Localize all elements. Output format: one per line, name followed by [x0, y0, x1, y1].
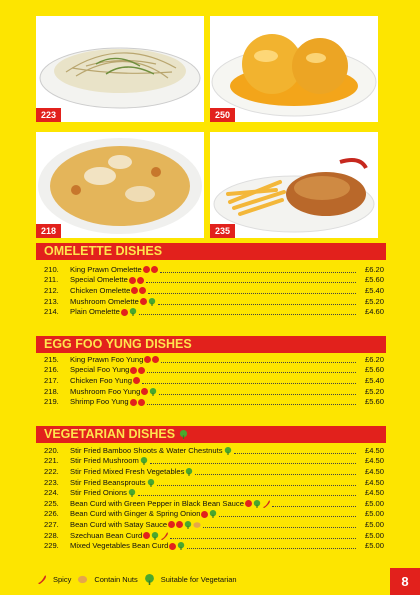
menu-item-row: [44, 456, 384, 467]
chili-icon: [262, 500, 270, 508]
item-name: Mixed Vegetables Bean Curd: [70, 541, 169, 551]
photo-tag: 235: [210, 224, 235, 238]
dot-leader: [161, 356, 356, 363]
dot-leader: [219, 510, 356, 517]
tree-icon: [149, 388, 157, 396]
item-name: Shrimp Foo Yung: [70, 397, 129, 407]
tree-icon: [224, 447, 232, 455]
omelette-image: [36, 132, 204, 238]
vegetarian-list: [44, 445, 384, 551]
spicy-badge-icon: [152, 356, 159, 363]
item-price: £4.50: [364, 477, 384, 487]
item-number: 212.: [44, 285, 59, 295]
spicy-badge-icon: [139, 287, 146, 294]
item-price: £5.00: [364, 509, 384, 519]
item-price: £5.60: [364, 397, 384, 407]
photo-tag: 218: [36, 224, 61, 238]
section-header-vegetarian: [36, 426, 386, 443]
item-number: 210.: [44, 264, 59, 274]
item-name: Mushroom Foo Yung: [70, 386, 141, 396]
spicy-badge-icon: [140, 298, 147, 305]
tree-icon: [151, 532, 159, 540]
legend-vegetarian: Suitable for Vegetarian: [160, 575, 237, 584]
chicken-chips-image: [210, 132, 378, 238]
item-icons: [146, 478, 155, 487]
dot-leader: [187, 542, 356, 549]
page-number: 8: [390, 568, 420, 595]
item-icons: [168, 541, 185, 550]
dot-leader: [142, 377, 356, 384]
item-icons: [184, 467, 193, 476]
item-name: King Prawn Foo Yung: [70, 354, 144, 364]
item-icons: [139, 297, 156, 306]
item-icons: [142, 265, 158, 274]
menu-item-row: [44, 477, 384, 488]
menu-item-row: [44, 509, 384, 520]
menu-item-row: [44, 519, 384, 530]
legend-spicy: Spicy: [53, 575, 72, 584]
item-price: £5.40: [364, 375, 384, 385]
item-icons: [129, 365, 145, 374]
dot-leader: [139, 308, 356, 315]
item-icons: [129, 397, 145, 406]
spicy-badge-icon: [201, 511, 208, 518]
menu-item-row: [44, 275, 384, 286]
dot-leader: [160, 266, 356, 273]
item-number: 213.: [44, 296, 59, 306]
item-price: £5.00: [364, 530, 384, 540]
tree-icon: [129, 308, 137, 316]
item-price: £5.00: [364, 541, 384, 551]
item-name: Chicken Omelette: [70, 285, 131, 295]
item-price: £6.20: [364, 354, 384, 364]
menu-item-row: [44, 365, 384, 376]
item-number: 214.: [44, 307, 59, 317]
spicy-badge-icon: [130, 399, 137, 406]
menu-item-row: [44, 354, 384, 365]
item-number: 224.: [44, 488, 59, 498]
item-price: £5.60: [364, 275, 384, 285]
dot-leader: [272, 500, 356, 507]
legend-nuts: Contain Nuts: [94, 575, 138, 584]
dot-leader: [157, 479, 356, 486]
nut-icon: [77, 574, 88, 585]
spicy-badge-icon: [144, 356, 151, 363]
photo-grid: [36, 16, 384, 238]
section-header-omelette: OMELETTE DISHES: [36, 243, 386, 260]
spicy-badge-icon: [138, 367, 145, 374]
item-price: £4.50: [364, 488, 384, 498]
item-number: 221.: [44, 456, 59, 466]
dot-leader: [158, 298, 356, 305]
egg-foo-yung-list: [44, 354, 384, 407]
item-icons: [140, 387, 157, 396]
menu-item-row: [44, 306, 384, 317]
item-icons: [244, 499, 270, 508]
photo-tag: 250: [210, 108, 235, 122]
chili-icon: [160, 532, 168, 540]
item-number: 218.: [44, 386, 59, 396]
menu-item-row: [44, 498, 384, 509]
item-number: 211.: [44, 275, 59, 285]
item-number: 223.: [44, 477, 59, 487]
item-name: Special Omelette: [70, 275, 128, 285]
item-number: 215.: [44, 354, 59, 364]
item-number: 219.: [44, 397, 59, 407]
item-number: 217.: [44, 375, 59, 385]
fritters-image: [210, 16, 378, 122]
section-header-egg-foo-yung: EGG FOO YUNG DISHES: [36, 336, 386, 353]
item-number: 227.: [44, 519, 59, 529]
item-number: 226.: [44, 509, 59, 519]
spicy-badge-icon: [141, 388, 148, 395]
dot-leader: [195, 468, 356, 475]
tree-icon: [185, 468, 193, 476]
photo-beansprouts: [36, 16, 204, 122]
item-icons: [143, 355, 159, 364]
item-icons: [223, 446, 232, 455]
dot-leader: [150, 457, 356, 464]
menu-item-row: [44, 487, 384, 498]
menu-item-row: [44, 296, 384, 307]
item-price: £4.50: [364, 445, 384, 455]
tree-icon: [184, 521, 192, 529]
photo-chicken-chips: [210, 132, 378, 238]
item-price: £4.50: [364, 466, 384, 476]
item-name: Special Foo Yung: [70, 365, 130, 375]
item-price: £4.60: [364, 307, 384, 317]
menu-item-row: [44, 264, 384, 275]
dot-leader: [170, 532, 356, 539]
dot-leader: [138, 489, 356, 496]
spicy-badge-icon: [131, 287, 138, 294]
menu-item-row: [44, 466, 384, 477]
dot-leader: [146, 276, 356, 283]
item-price: £5.20: [364, 386, 384, 396]
item-name: Plain Omelette: [70, 307, 120, 317]
item-name: Mushroom Omelette: [70, 296, 139, 306]
item-number: 220.: [44, 445, 59, 455]
spicy-badge-icon: [143, 266, 150, 273]
spicy-badge-icon: [245, 500, 252, 507]
item-number: 216.: [44, 365, 59, 375]
item-price: £5.40: [364, 285, 384, 295]
item-icons: [130, 286, 146, 295]
item-price: £5.00: [364, 498, 384, 508]
item-name: Stir Fried Bamboo Shoots & Water Chestnuts: [70, 445, 223, 455]
item-name: Stir Fried Mushroom: [70, 456, 139, 466]
item-number: 222.: [44, 466, 59, 476]
item-name: Stir Fried Beansprouts: [70, 477, 146, 487]
dot-leader: [159, 388, 356, 395]
omelette-list: [44, 264, 384, 317]
menu-item-row: [44, 530, 384, 541]
item-price: £5.60: [364, 365, 384, 375]
dot-leader: [234, 447, 356, 454]
menu-item-row: [44, 386, 384, 397]
beansprouts-image: [36, 16, 204, 122]
item-name: Bean Curd with Satay Sauce: [70, 519, 168, 529]
menu-item-row: [44, 285, 384, 296]
menu-item-row: [44, 375, 384, 386]
spicy-badge-icon: [151, 266, 158, 273]
item-name: King Prawn Omelette: [70, 264, 142, 274]
item-name: Bean Curd with Green Pepper in Black Bean Sauce: [70, 498, 244, 508]
item-name: Chicken Foo Yung: [70, 375, 132, 385]
item-name: Szechuan Bean Curd: [70, 530, 143, 540]
spicy-badge-icon: [169, 543, 176, 550]
item-name: Stir Fried Onions: [70, 488, 127, 498]
item-name: Stir Fried Mixed Fresh Vegetables: [70, 466, 185, 476]
photo-omelette: [36, 132, 204, 238]
photo-tag: 223: [36, 108, 61, 122]
item-price: £5.00: [364, 519, 384, 529]
dot-leader: [148, 287, 356, 294]
legend: [36, 574, 237, 585]
spicy-badge-icon: [137, 277, 144, 284]
spicy-badge-icon: [121, 309, 128, 316]
item-number: 229.: [44, 541, 59, 551]
item-price: £4.50: [364, 456, 384, 466]
nut-icon: [193, 521, 201, 529]
item-icons: [127, 488, 136, 497]
item-price: £6.20: [364, 264, 384, 274]
spicy-badge-icon: [130, 367, 137, 374]
item-icons: [142, 531, 168, 540]
item-icons: [200, 509, 217, 518]
tree-icon: [209, 510, 217, 518]
item-number: 228.: [44, 530, 59, 540]
tree-icon: [147, 479, 155, 487]
vegetarian-tree-icon: [179, 430, 188, 439]
spicy-badge-icon: [129, 277, 136, 284]
item-number: 225.: [44, 498, 59, 508]
menu-item-row: [44, 396, 384, 407]
section-title: VEGETARIAN DISHES: [44, 427, 176, 441]
item-price: £5.20: [364, 296, 384, 306]
tree-icon: [140, 457, 148, 465]
tree-icon: [148, 298, 156, 306]
spicy-badge-icon: [138, 399, 145, 406]
tree-icon: [144, 574, 155, 585]
chili-icon: [36, 574, 47, 585]
item-icons: [139, 456, 148, 465]
dot-leader: [203, 521, 356, 528]
item-icons: [128, 275, 144, 284]
spicy-badge-icon: [176, 521, 183, 528]
item-icons: [120, 307, 137, 316]
dot-leader: [147, 398, 356, 405]
tree-icon: [177, 542, 185, 550]
tree-icon: [253, 500, 261, 508]
item-icons: [132, 376, 140, 385]
dot-leader: [147, 366, 356, 373]
tree-icon: [128, 489, 136, 497]
item-icons: [167, 520, 201, 529]
menu-item-row: [44, 540, 384, 551]
spicy-badge-icon: [143, 532, 150, 539]
item-name: Bean Curd with Ginger & Spring Onion: [70, 509, 201, 519]
menu-item-row: [44, 445, 384, 456]
spicy-badge-icon: [133, 377, 140, 384]
spicy-badge-icon: [168, 521, 175, 528]
photo-fritters: [210, 16, 378, 122]
